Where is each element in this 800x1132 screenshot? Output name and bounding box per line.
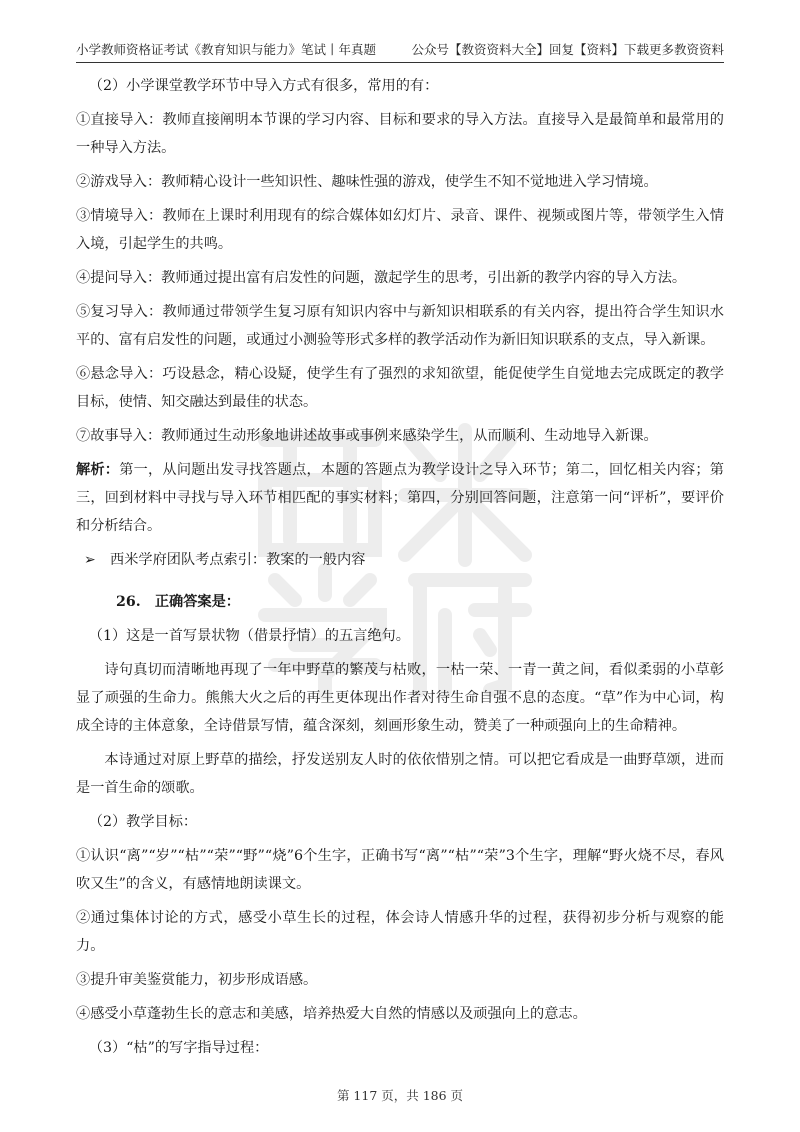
- bullet-text: 西米学府团队考点索引：教案的一般内容: [110, 552, 366, 568]
- list-item: ③情境导入：教师在上课时利用现有的综合媒体如幻灯片、录音、课件、视频或图片等，带领学生入情入境，引起学生的共鸣。: [76, 208, 724, 252]
- index-bullet: [76, 546, 724, 574]
- arrow-bullet-icon: ➢: [84, 552, 96, 568]
- list-item: ①直接导入：教师直接阐明本节课的学习内容、目标和要求的导入方法。直接导入是最简单和最常用的一种导入方法。: [76, 112, 724, 156]
- answer-paragraph: （3）“枯”的写字指导过程：: [88, 1040, 269, 1056]
- analysis-text: 第一，从问题出发寻找答题点，本题的答题点为教学设计之导入环节；第二，回忆相关内容；第三，回到材料中寻找与导入环节相匹配的事实材料；第四，分别回答问题，注意第一问“评析”，要评价和分析结合。: [76, 462, 724, 534]
- header-promo: 公众号【教资资料大全】回复【资料】下载更多教资资料: [411, 42, 724, 57]
- list-item: ⑥悬念导入：巧设悬念，精心设疑，使学生有了强烈的求知欲望，能促使学生自觉地去完成既定的教学目标，使情、知交融达到最佳的状态。: [76, 366, 724, 410]
- answer-paragraph: （2）教学目标：: [88, 814, 198, 830]
- goal-item: ①认识“离”“岁”“枯”“荣”“野”“烧”6个生字，正确书写“离”“枯”“荣”3个生字，理解“野火烧不尽，春风吹又生”的含义，有感情地朗读课文。: [76, 848, 724, 892]
- intro-paragraph: （2）小学课堂教学环节中导入方式有很多，常用的有：: [88, 78, 439, 94]
- list-item: ②游戏导入：教师精心设计一些知识性、趣味性强的游戏，使学生不知不觉地进入学习情境。: [76, 174, 658, 190]
- answer-paragraph: 本诗通过对原上野草的描绘，抒发送别友人时的依依惜别之情。可以把它看成是一曲野草颂，进而是一首生命的颂歌。: [76, 752, 724, 796]
- analysis-paragraph: [76, 456, 724, 540]
- list-item: ④提问导入：教师通过提出富有启发性的问题，激起学生的思考，引出新的教学内容的导入方法。: [76, 270, 687, 286]
- list-item: ⑤复习导入：教师通过带领学生复习原有知识内容中与新知识相联系的有关内容，提出符合学生知识水平的、富有启发性的问题，或通过小测验等形式多样的教学活动作为新旧知识联系的支点，导入新课。: [76, 304, 724, 348]
- list-item: ⑦故事导入：教师通过生动形象地讲述故事或事例来感染学生，从而顺利、生动地导入新课。: [76, 428, 658, 444]
- goal-item: ④感受小草蓬勃生长的意志和美感，培养热爱大自然的情感以及顽强向上的意志。: [76, 1006, 587, 1022]
- page-header: [76, 40, 724, 63]
- question-title: 26. 正确答案是：: [116, 594, 240, 610]
- goal-item: ②通过集体讨论的方式，感受小草生长的过程，体会诗人情感升华的过程，获得初步分析与观察的能力。: [76, 910, 724, 954]
- answer-paragraph: 诗句真切而清晰地再现了一年中野草的繁茂与枯败，一枯一荣、一青一黄之间，看似柔弱的小草彰显了顽强的生命力。熊熊大火之后的再生更体现出作者对待生命自强不息的态度。“草”作为中心词，构成全诗的主体意象，全诗借景写情，蕴含深刻，刻画形象生动，赞美了一种顽强向上的生命精神。: [76, 662, 724, 734]
- goal-item: ③提升审美鉴赏能力，初步形成语感。: [76, 972, 318, 988]
- page-content: [76, 72, 724, 1068]
- header-title: 小学教师资格证考试《教育知识与能力》笔试丨年真题: [76, 42, 377, 57]
- answer-paragraph: （1）这是一首写景状物（借景抒情）的五言绝句。: [88, 628, 410, 644]
- analysis-label: 解析：: [76, 462, 120, 478]
- page-number: 第 117 页，共 186 页: [336, 1088, 464, 1103]
